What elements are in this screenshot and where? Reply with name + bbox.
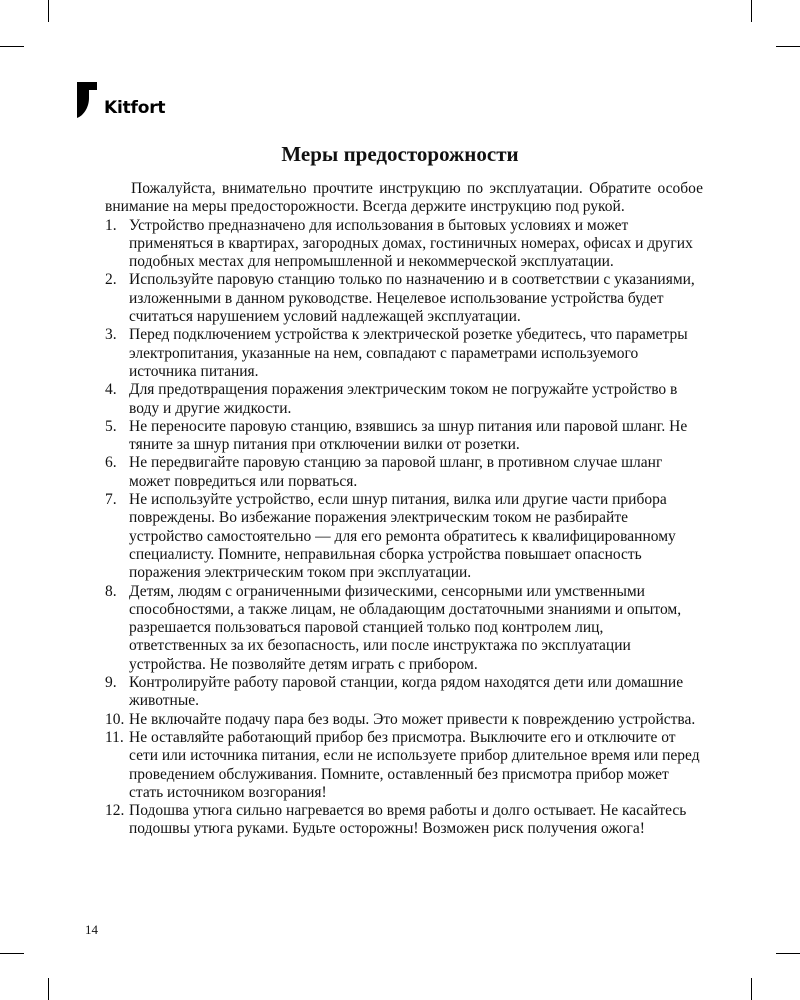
brand-name: Kitfort [104, 98, 166, 118]
crop-mark [48, 0, 49, 22]
list-item-number: 10. [105, 710, 125, 728]
list-item-text: Не оставляйте работающий прибор без присмотра. Выключите его и отключите от сети или источника питания, если не используете прибор длительное время или перед проведением обслуживания. Помните, оставленный без присмотра прибор может стать источником возгорания! [129, 728, 700, 801]
list-item-text: Не переносите паровую станцию, взявшись за шнур питания или паровой шланг. Не тяните за шнур питания при отключении вилки от розетки. [129, 417, 688, 454]
crop-mark [0, 953, 24, 954]
list-item-text: Не включайте подачу пара без воды. Это может привести к повреждению устройства. [129, 710, 696, 728]
list-item-text: Не используйте устройство, если шнур питания, вилка или другие части прибора повреждены. Во избежание поражения электрическим током не разбирайте устройство самостоятельно — для его ремонта обратитесь к квалифицированному специалисту. Помните, неправильная сборка устройства повышает опасность поражения электрическим током при эксплуатации. [129, 491, 676, 582]
list-item [105, 418, 703, 455]
list-item [105, 729, 703, 802]
list-item-text: Устройство предназначено для использования в бытовых условиях и может применяться в квартирах, загородных домах, гостиничных номерах, офисах и других подобных местах для непромышленной и некоммерческой эксплуатации. [129, 216, 693, 271]
crop-mark [751, 0, 752, 22]
list-item-number: 1. [105, 216, 117, 234]
list-item-text: Детям, людям с ограниченными физическими, сенсорными или умственными способностями, а также лицам, не обладающим достаточными знаниями и опытом, разрешается пользоваться паровой станцией только под контролем лиц, ответственных за их безопасность, или после инструктажа по эксплуатации устройства. Не позволяйте детям играть с прибором. [129, 582, 682, 673]
list-item [105, 674, 703, 711]
crop-mark [751, 978, 752, 1000]
crop-mark [48, 978, 49, 1000]
list-item-number: 2. [105, 271, 117, 289]
list-item-number: 8. [105, 582, 117, 600]
list-item [105, 326, 703, 381]
list-item [105, 381, 703, 418]
list-item-text: Для предотвращения поражения электрическим током не погружайте устройство в воду и другие жидкости. [129, 381, 678, 417]
crop-mark [776, 46, 800, 47]
crop-mark [776, 953, 800, 954]
list-item [105, 583, 703, 674]
page-title: Меры предосторожности [281, 142, 519, 166]
crop-mark [0, 46, 24, 47]
list-item-number: 3. [105, 326, 117, 344]
list-item [105, 454, 703, 491]
list-item-number: 7. [105, 491, 117, 509]
precautions-list [105, 217, 703, 839]
safety-content [105, 180, 703, 839]
list-item-text: Подошва утюга сильно нагревается во время работы и долго остывает. Не касайтесь подошвы утюга руками. Будьте осторожны! Возможен риск получения ожога! [129, 802, 687, 838]
list-item [105, 711, 703, 729]
list-item-number: 12. [105, 802, 125, 820]
list-item-number: 5. [105, 417, 117, 435]
list-item-number: 9. [105, 674, 117, 692]
list-item [105, 802, 703, 839]
list-item-number: 6. [105, 454, 117, 472]
page-number: 14 [85, 922, 98, 937]
intro-paragraph: Пожалуйста, внимательно прочтите инструкцию по эксплуатации. Обратите особое внимание на меры предосторожности. Всегда держите инструкцию под рукой. [105, 180, 703, 216]
list-item-text: Не передвигайте паровую станцию за паровой шланг, в противном случае шланг может повредиться или порваться. [129, 454, 663, 490]
list-item-text: Используйте паровую станцию только по назначению и в соответствии с указаниями, изложенными в данном руководстве. Нецелевое использование устройства будет считаться нарушением условий надлежащей эксплуатации. [129, 271, 695, 326]
list-item [105, 217, 703, 272]
list-item [105, 491, 703, 582]
list-item [105, 271, 703, 326]
list-item-text: Контролируйте работу паровой станции, когда рядом находятся дети или домашние животные. [129, 674, 684, 710]
list-item-text: Перед подключением устройства к электрической розетке убедитесь, что параметры электропитания, указанные на нем, совпадают с параметрами используемого источника питания. [129, 326, 688, 380]
list-item-number: 4. [105, 381, 117, 399]
list-item-number: 11. [105, 728, 124, 746]
